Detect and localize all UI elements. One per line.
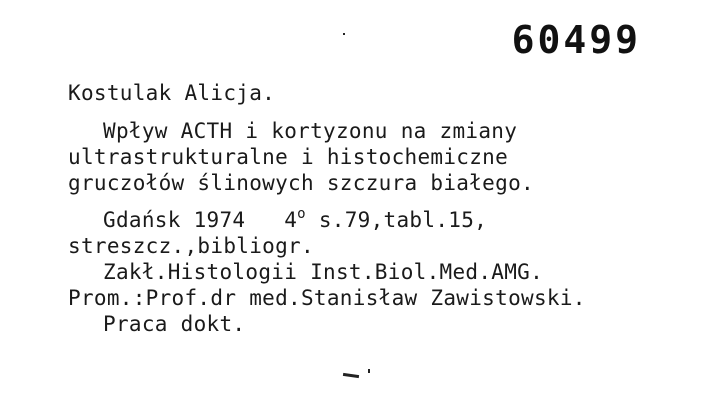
ink-speck: [343, 373, 359, 378]
publication-line-1: [103, 207, 487, 233]
note-line: Praca dokt.: [103, 312, 246, 336]
author-name: Kostulak Alicja.: [68, 81, 276, 105]
promoter-line: Prom.:Prof.dr med.Stanisław Zawistowski.: [68, 286, 586, 310]
ink-speck: [343, 33, 345, 35]
publication-details: s.79,tabl.15,: [305, 208, 488, 232]
title-line-2: ultrastrukturalne i histochemiczne: [68, 145, 509, 169]
format-superscript: o: [297, 206, 306, 222]
publication-line-2: streszcz.,bibliogr.: [68, 234, 314, 258]
title-line-3: gruczołów ślinowych szczura białego.: [68, 171, 534, 195]
title-line-1: Wpływ ACTH i kortyzonu na zmiany: [103, 119, 518, 143]
ink-speck: [368, 369, 370, 373]
catalog-number: 60499: [511, 18, 641, 62]
publication-place-year: Gdańsk 1974 4: [103, 208, 298, 232]
institution-line: Zakł.Histologii Inst.Biol.Med.AMG.: [103, 260, 544, 284]
